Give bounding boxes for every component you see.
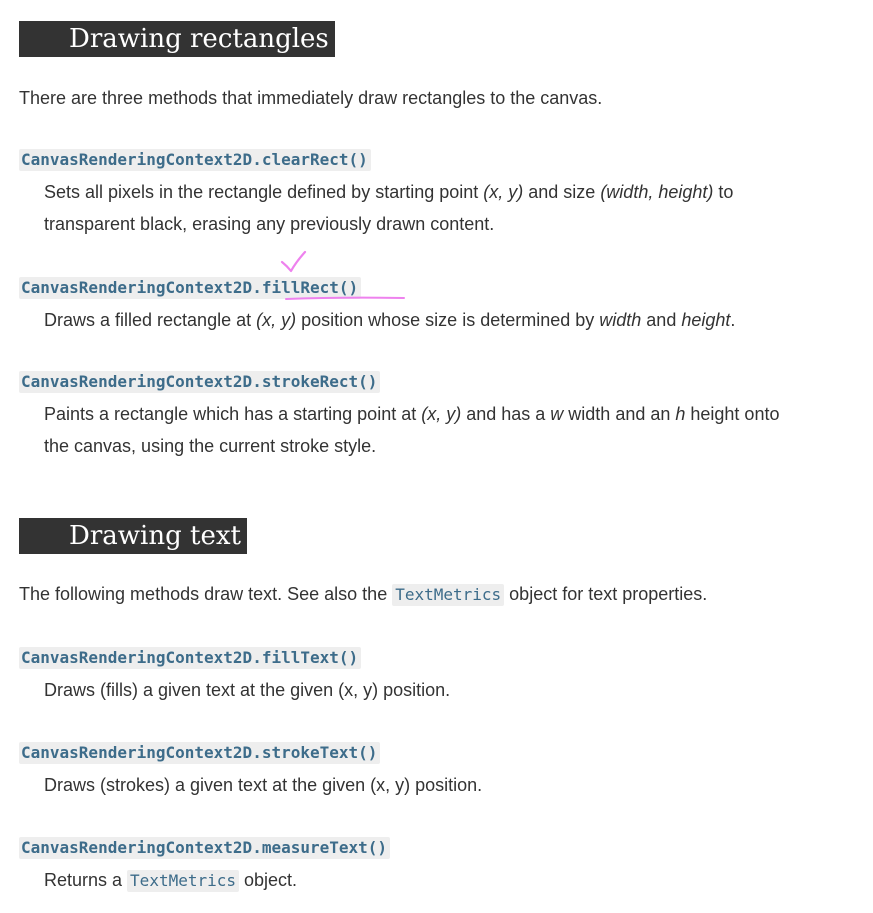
method-term-strokerect[interactable] <box>19 371 380 393</box>
method-term-measuretext[interactable] <box>19 837 390 859</box>
method-desc-measuretext: Returns a TextMetrics object. <box>44 870 298 890</box>
textmetrics-link[interactable]: TextMetrics <box>392 584 504 606</box>
method-desc-clearrect-line1: Sets all pixels in the rectangle defined by starting point (x, y) and size (width, height) to <box>44 182 734 202</box>
section-intro-rectangles: There are three methods that immediately draw rectangles to the canvas. <box>19 88 603 108</box>
method-name-fillrect[interactable]: CanvasRenderingContext2D.fillRect() <box>19 277 361 299</box>
method-desc-strokerect-line1: Paints a rectangle which has a starting point at (x, y) and has a w width and an h height onto <box>44 404 780 424</box>
textmetrics-link[interactable]: TextMetrics <box>127 870 239 892</box>
method-desc-clearrect-line2: transparent black, erasing any previously drawn content. <box>44 214 495 234</box>
method-desc-filltext: Draws (fills) a given text at the given (x, y) position. <box>44 680 451 700</box>
fillrect-highlighted-name: .fillRect() <box>252 278 359 297</box>
method-name-filltext[interactable]: CanvasRenderingContext2D.fillText() <box>19 647 361 669</box>
method-name-clearrect[interactable]: CanvasRenderingContext2D.clearRect() <box>19 149 371 171</box>
method-name-stroketext[interactable]: CanvasRenderingContext2D.strokeText() <box>19 742 380 764</box>
method-desc-stroketext: Draws (strokes) a given text at the given (x, y) position. <box>44 775 483 795</box>
method-term-filltext[interactable] <box>19 647 361 669</box>
method-desc-strokerect <box>44 398 864 462</box>
section-intro-text: The following methods draw text. See also the TextMetrics object for text properties. <box>19 584 708 604</box>
method-desc-fillrect: Draws a filled rectangle at (x, y) position whose size is determined by width and height. <box>44 310 736 330</box>
method-term-clearrect[interactable] <box>19 149 371 171</box>
section-heading-drawing-rectangles: Drawing rectangles <box>19 21 335 57</box>
section-heading-drawing-text: Drawing text <box>19 518 247 554</box>
method-desc-strokerect-line2: the canvas, using the current stroke style. <box>44 436 377 456</box>
method-term-stroketext[interactable] <box>19 742 380 764</box>
method-name-strokerect[interactable]: CanvasRenderingContext2D.strokeRect() <box>19 371 380 393</box>
method-term-fillrect[interactable] <box>19 277 361 299</box>
method-name-measuretext[interactable]: CanvasRenderingContext2D.measureText() <box>19 837 390 859</box>
checkmark-icon <box>282 252 305 271</box>
method-desc-clearrect <box>44 176 864 240</box>
